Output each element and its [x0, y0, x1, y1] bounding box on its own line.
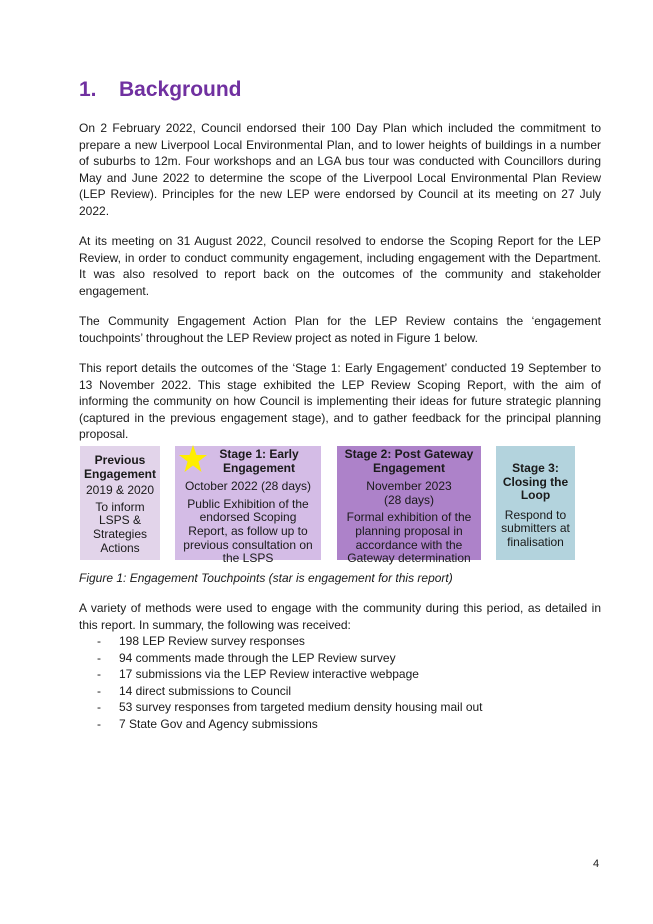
list-item: - 53 survey responses from targeted medium density housing mail out — [97, 700, 483, 714]
paragraph-3: The Community Engagement Action Plan for the LEP Review contains the ‘engagement touchpoints’ throughout the LEP Review project as noted in Figure 1 below. — [79, 314, 601, 345]
bullet-marker: - — [97, 667, 101, 681]
touchpoint-title: Previous Engagement — [84, 453, 157, 481]
bullet-marker: - — [97, 650, 101, 665]
touchpoint-description: Public Exhibition of the endorsed Scoping Report, as follow up to previous consultation on the LSPS — [183, 496, 313, 566]
section-heading — [79, 78, 242, 102]
summary-intro: A variety of methods were used to engage with the community during this period, as detailed in this report. In summary, the following was received: — [79, 601, 601, 632]
touchpoint-description: To inform LSPS & Strategies Actions — [92, 499, 148, 555]
bullet-marker: - — [97, 700, 101, 714]
list-item: - 94 comments made through the LEP Review survey — [97, 650, 396, 665]
touchpoint-date: 2019 & 2020 — [85, 483, 155, 498]
touchpoint-stage-3 — [496, 446, 575, 560]
touchpoint-stage-2 — [337, 446, 481, 566]
page-number: 4 — [593, 858, 600, 870]
paragraph-4: This report details the outcomes of the ‘Stage 1: Early Engagement’ conducted 19 September to 13 November 2022. This stage exhibited the LEP Review Scoping Report, with the aim of informing the community on how Council is implementing their ideas for future strategic planning (captured in the previous engagement stage), and to gather feedback for the principal planning proposal. — [79, 361, 601, 441]
paragraph-1: On 2 February 2022, Council endorsed their 100 Day Plan which included the commitment to prepare a new Liverpool Local Environmental Plan, and to lower heights of buildings in a number of suburbs to 12m. Four workshops and an LGA bus tour was conducted with Councillors during May and June 2022 to determine the scope of the Liverpool Local Environmental Plan Review (LEP Review). Principles for the new LEP were endorsed by Council at its meeting on 27 July 2022. — [79, 121, 601, 218]
figure-caption: Figure 1: Engagement Touchpoints (star is engagement for this report) — [79, 571, 453, 585]
touchpoint-title: Stage 1: Early Engagement — [219, 447, 299, 475]
list-item: - 7 State Gov and Agency submissions — [97, 716, 318, 731]
list-item: - 198 LEP Review survey responses — [97, 634, 305, 648]
star-icon — [178, 444, 208, 474]
summary-list — [97, 633, 483, 732]
touchpoint-date: October 2022 (28 days) — [184, 479, 312, 494]
bullet-marker: - — [97, 716, 101, 731]
paragraph-2: At its meeting on 31 August 2022, Council resolved to endorse the Scoping Report for the LEP Review, in order to conduct community engagement, including engagement with the Department. It was also resolved to report back on the outcomes of the community and stakeholder engagement. — [79, 234, 601, 298]
touchpoint-description: Formal exhibition of the planning proposal in accordance with the Gateway determination — [346, 510, 472, 566]
bullet-marker: - — [97, 683, 101, 698]
list-item: - 14 direct submissions to Council — [97, 683, 292, 698]
touchpoint-date: November 2023 (28 days) — [366, 479, 452, 507]
bullet-marker: - — [97, 634, 101, 648]
section-number: 1. — [79, 78, 97, 101]
list-item: - 17 submissions via the LEP Review interactive webpage — [97, 667, 419, 681]
touchpoint-title: Stage 2: Post Gateway Engagement — [344, 447, 474, 475]
touchpoint-previous-engagement — [80, 446, 160, 560]
touchpoint-title: Stage 3: Closing the Loop — [502, 461, 569, 503]
touchpoint-description: Respond to submitters at finalisation — [501, 507, 570, 549]
section-title: Background — [119, 78, 242, 101]
